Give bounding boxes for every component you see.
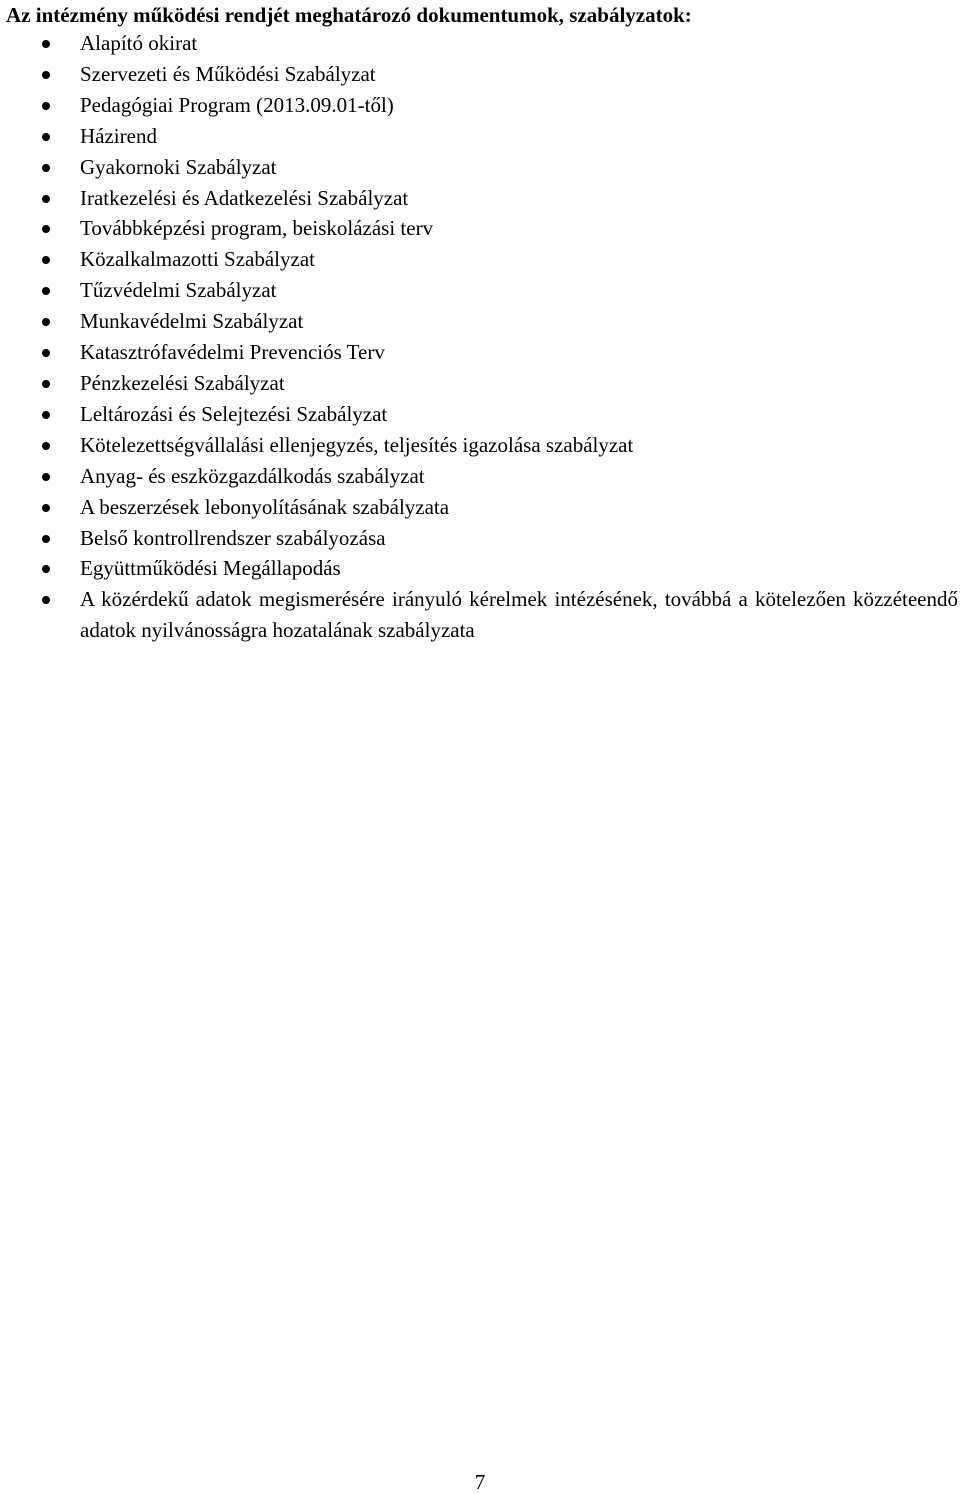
bullet-icon	[42, 318, 50, 326]
list-item	[0, 492, 960, 523]
list-item-text: Alapító okirat	[80, 31, 198, 55]
list-item-text: Iratkezelési és Adatkezelési Szabályzat	[80, 185, 409, 210]
list-item	[0, 275, 960, 306]
list-item	[0, 152, 960, 183]
list-item-text: Pénzkezelési Szabályzat	[80, 370, 285, 395]
bullet-icon	[42, 565, 50, 573]
list-item-text: Továbbképzési program, beiskolázási terv	[80, 216, 434, 241]
bullet-icon	[42, 596, 50, 604]
list-item	[0, 523, 960, 554]
list-item-text: Tűzvédelmi Szabályzat	[80, 278, 277, 303]
bullet-icon	[42, 195, 50, 203]
list-item-text: Együttműködési Megállapodás	[80, 556, 341, 581]
list-item-text: Katasztrófavédelmi Prevenciós Terv	[80, 340, 385, 365]
list-item-text: Közalkalmazotti Szabályzat	[80, 247, 315, 272]
list-item-text: Házirend	[80, 123, 157, 148]
bullet-icon	[42, 473, 50, 481]
list-item-text: A közérdekű adatok megismerésére irányuló kérelmek intézésének, továbbá a kötelezően közzéteendő adatok nyilvánosságra hozatalának szabályzata	[80, 587, 958, 643]
bullet-icon	[42, 256, 50, 264]
list-item-text: Anyag- és eszközgazdálkodás szabályzat	[80, 463, 425, 488]
list-item	[0, 213, 960, 244]
document-heading: Az intézmény működési rendjét meghatározó dokumentumok, szabályzatok:	[6, 3, 692, 27]
list-item-text: Belső kontrollrendszer szabályozása	[80, 525, 386, 550]
list-item	[0, 553, 960, 584]
list-item	[0, 59, 960, 90]
document-list	[0, 28, 960, 646]
list-item-text: A beszerzések lebonyolításának szabályzata	[80, 494, 450, 519]
bullet-icon	[42, 225, 50, 233]
bullet-icon	[42, 380, 50, 388]
page-number: 7	[474, 1470, 486, 1494]
list-item	[0, 461, 960, 492]
list-item	[0, 399, 960, 430]
list-item	[0, 430, 960, 461]
bullet-icon	[42, 287, 50, 295]
list-item-text: Gyakornoki Szabályzat	[80, 154, 277, 179]
bullet-icon	[42, 40, 50, 48]
bullet-icon	[42, 164, 50, 172]
bullet-icon	[42, 102, 50, 110]
list-item-text: Munkavédelmi Szabályzat	[80, 309, 304, 334]
bullet-icon	[42, 133, 50, 141]
bullet-icon	[42, 504, 50, 512]
list-item	[0, 183, 960, 214]
list-item-text: Pedagógiai Program (2013.09.01-től)	[80, 92, 394, 117]
list-item	[0, 121, 960, 152]
list-item	[0, 306, 960, 337]
list-item-text: Kötelezettségvállalási ellenjegyzés, teljesítés igazolása szabályzat	[80, 432, 634, 457]
bullet-icon	[42, 411, 50, 419]
list-item	[0, 244, 960, 275]
list-item	[0, 368, 960, 399]
bullet-icon	[42, 71, 50, 79]
bullet-icon	[42, 535, 50, 543]
bullet-icon	[42, 349, 50, 357]
list-item-text: Szervezeti és Működési Szabályzat	[80, 61, 376, 86]
list-item	[0, 90, 960, 121]
list-item-text: Leltározási és Selejtezési Szabályzat	[80, 401, 388, 426]
list-item	[0, 584, 960, 646]
bullet-icon	[42, 442, 50, 450]
list-item	[0, 337, 960, 368]
list-item	[0, 28, 960, 59]
